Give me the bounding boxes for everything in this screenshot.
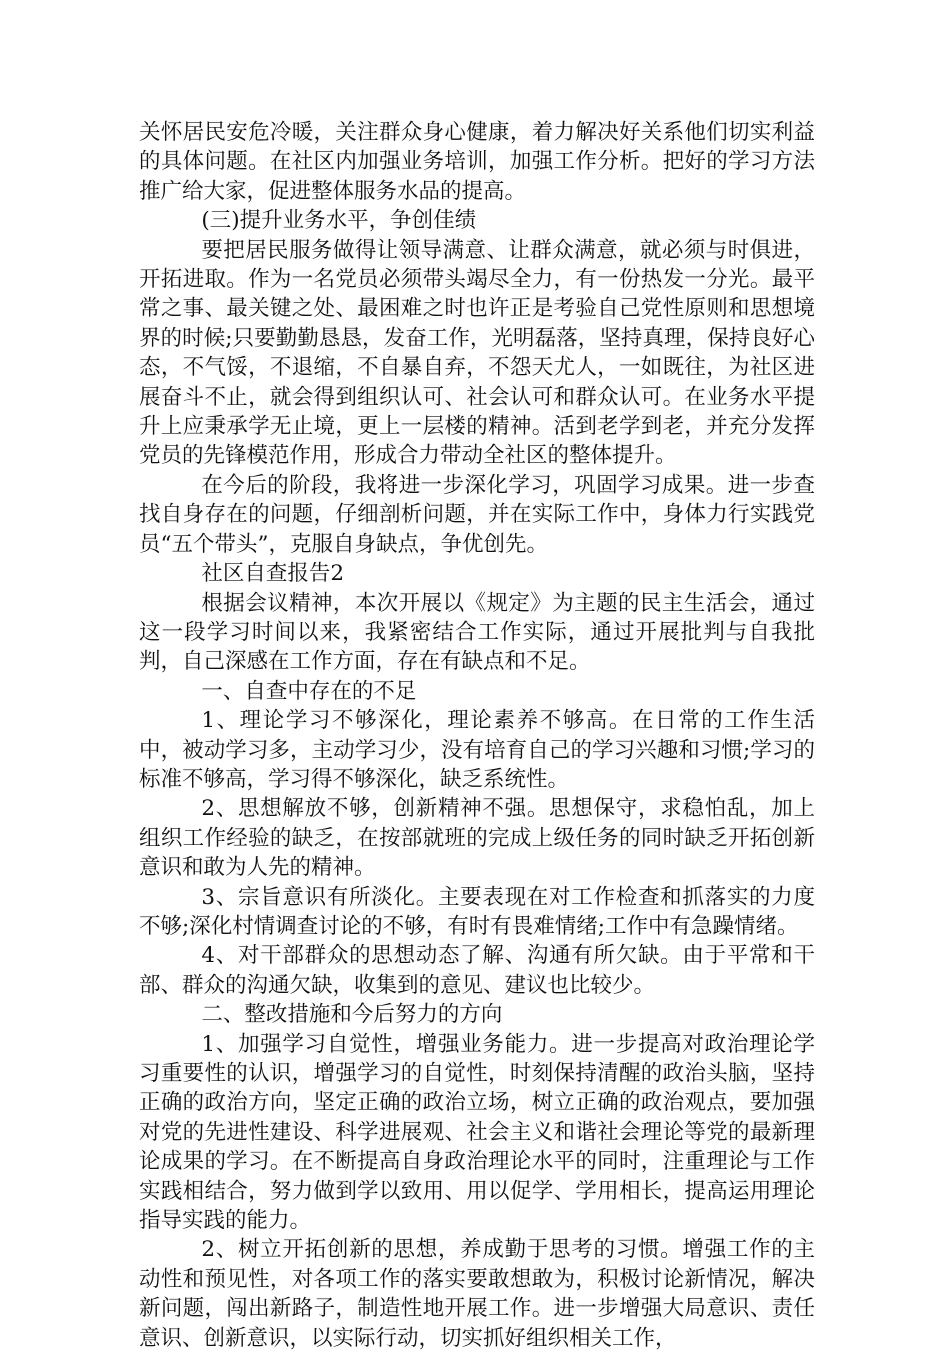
- body-paragraph: 要把居民服务做得让领导满意、让群众满意，就必须与时俱进，开拓进取。作为一名党员必须带头竭尽全力，有一份热发一分光。最平常之事、最关键之处、最困难之时也许正是考验自己党性原则和思想境界的时候;只要勤勤恳恳，发奋工作，光明磊落，坚持真理，保持良好心态，不气馁，不退缩，不自暴自弃，不怨天尤人，一如既往，为社区进展奋斗不止，就会得到组织认可、社会认可和群众认可。在业务水平提升上应秉承学无止境，更上一层楼的精神。活到老学到老，并充分发挥党员的先锋模范作用，形成合力带动全社区的整体提升。: [139, 237, 815, 469]
- body-paragraph: 根据会议精神，本次开展以《规定》为主题的民主生活会，通过这一段学习时间以来，我紧密结合工作实际，通过开展批判与自我批判，自己深感在工作方面，存在有缺点和不足。: [139, 590, 815, 675]
- section-heading: (三)提升业务水平，争创佳绩: [201, 208, 477, 234]
- body-paragraph: 在今后的阶段，我将进一步深化学习，巩固学习成果。进一步查找自身存在的问题，仔细剖析问题，并在实际工作中，身体力行实践党员“五个带头”，克服自身缺点，争优创先。: [139, 472, 815, 557]
- list-item: 4、对干部群众的思想动态了解、沟通有所欠缺。由于平常和干部、群众的沟通欠缺，收集到的意见、建议也比较少。: [139, 943, 815, 998]
- list-item: 2、树立开拓创新的思想，养成勤于思考的习惯。增强工作的主动性和预见性，对各项工作的落实要敢想敢为，积极讨论新情况，解决新问题，闯出新路子，制造性地开展工作。进一步增强大局意识、责任意识、创新意识，以实际行动，切实抓好组织相关工作，: [139, 1237, 815, 1351]
- list-item: 1、加强学习自觉性，增强业务能力。进一步提高对政治理论学习重要性的认识，增强学习的自觉性，时刻保持清醒的政治头脑，坚持正确的政治方向，坚定正确的政治立场，树立正确的政治观点，要加强对党的先进性建设、科学进展观、社会主义和谐社会理论等党的最新理论成果的学习。在不断提高自身政治理论水平的同时，注重理论与工作实践相结合，努力做到学以致用、用以促学、学用相长，提高运用理论指导实践的能力。: [139, 1031, 815, 1234]
- section-heading: 二、整改措施和今后努力的方向: [201, 1002, 503, 1028]
- list-item: 2、思想解放不够，创新精神不强。思想保守，求稳怕乱，加上组织工作经验的缺乏，在按部就班的完成上级任务的同时缺乏开拓创新意识和敢为人先的精神。: [139, 796, 815, 881]
- list-item: 1、理论学习不够深化，理论素养不够高。在日常的工作生活中，被动学习多，主动学习少，没有培育自己的学习兴趣和习惯;学习的标准不够高，学习得不够深化，缺乏系统性。: [139, 708, 815, 792]
- section-heading: 一、自查中存在的不足: [201, 678, 417, 704]
- report-title: 社区自查报告2: [201, 561, 345, 587]
- list-item: 3、宗旨意识有所淡化。主要表现在对工作检查和抓落实的力度不够;深化村情调查讨论的不够，有时有畏难情绪;工作中有急躁情绪。: [139, 884, 815, 939]
- body-paragraph: 关怀居民安危冷暖，关注群众身心健康，着力解决好关系他们切实利益的具体问题。在社区内加强业务培训，加强工作分析。把好的学习方法推广给大家，促进整体服务水品的提高。: [139, 120, 815, 204]
- document-page: [139, 118, 815, 1353]
